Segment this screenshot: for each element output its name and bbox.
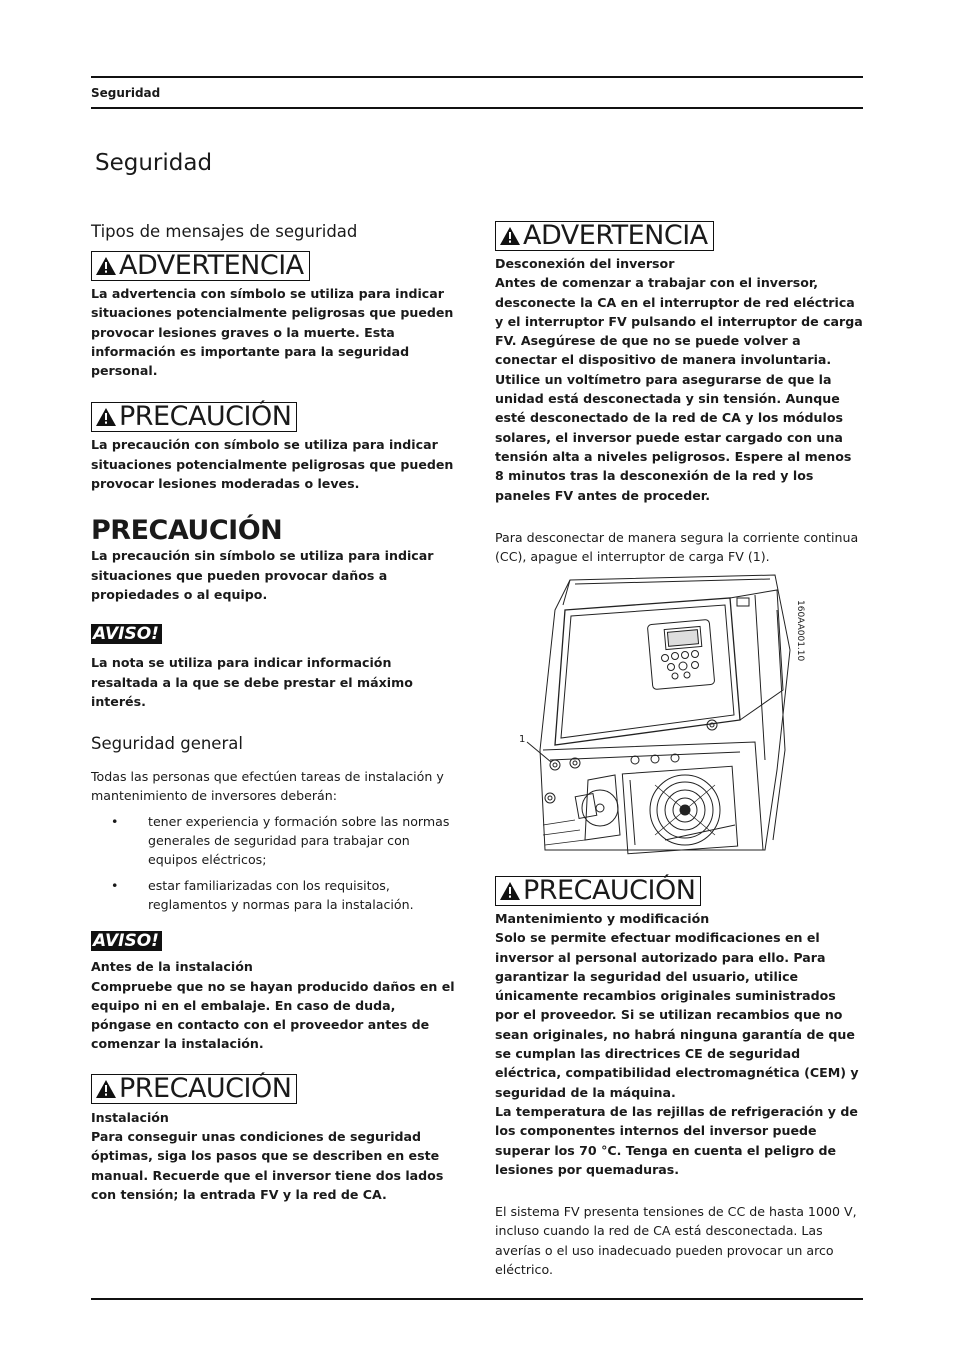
warning-description: La advertencia con símbolo se utiliza para indicar situaciones potencialmente peligrosas que pueden provocar lesiones graves o la muerte. Esta información es importante para la seguridad personal. [91,286,454,379]
warning-triangle-icon [95,407,117,427]
caution-plain-signal-word: PRECAUCIÓN [91,515,283,547]
warning-title: Desconexión del inversor [495,256,675,271]
list-item-text: tener experiencia y formación sobre las normas generales de seguridad para trabajar con equipos eléctricos; [148,813,450,868]
notice-signal-word: AVISO! [91,931,162,951]
dc-voltage-text: El sistema FV presenta tensiones de CC de hasta 1000 V, incluso cuando la red de CA está desconectada. Las averías o el uso inadecuado pueden provocar un arco eléctrico. [495,1204,857,1278]
right-column [495,221,863,566]
footer-rule [91,1298,863,1300]
inverter-figure [515,570,850,855]
warning-signal-word: ADVERTENCIA [119,250,304,281]
caution-plain-description: La precaución sin símbolo se utiliza para indicar situaciones que pueden provocar daños a propiedades o al equipo. [91,548,434,602]
caution-description: Solo se permite efectuar modificaciones en el inversor al personal autorizado para ello. Para garantizar la seguridad del usuario, utilice únicamente recambios originales suministrados por el proveedor. Si se utilizan recambios que no sean originales, no habrá ninguna garantía de que se cumplan las directrices CE de seguridad eléctrica, compatibilidad electromagnética (CEM) y seguridad de la máquina. [495,930,859,1100]
caution-signal-box [91,402,297,432]
caution-signal-word: PRECAUCIÓN [119,1072,292,1104]
figure-code: 160AA001.10 [795,600,805,662]
right-column-lower [495,876,863,1279]
warning-triangle-icon [499,226,521,246]
running-header: Seguridad [91,86,161,100]
caution-description: La precaución con símbolo se utiliza para indicar situaciones potencialmente peligrosas que pueden provocar lesiones moderadas o leves. [91,437,454,492]
notice-description: Compruebe que no se hayan producido daños en el equipo ni en el embalaje. En caso de duda, póngase en contacto con el proveedor antes de comenzar la instalación. [91,978,455,1052]
warning-signal-box [91,251,310,281]
bullet-icon: • [111,877,119,893]
figure-callout-label: 1 [519,734,526,745]
requirements-list [91,812,459,914]
general-safety-intro: Todas las personas que efectúen tareas de instalación y mantenimiento de inversores deberán: [91,769,444,804]
warning-triangle-icon [95,1079,117,1099]
warning-signal-word: ADVERTENCIA [523,220,708,251]
header-bottom-rule [91,107,863,109]
caution-signal-box [91,1074,297,1104]
caution-signal-box [495,876,701,906]
warning-triangle-icon [499,881,521,901]
caution-temperature-text: La temperatura de las rejillas de refrigeración y de los componentes internos del inversor puede superar los 70 °C. Tenga en cuenta el peligro de lesiones por quemaduras. [495,1103,858,1177]
caution-description: Para conseguir unas condiciones de seguridad óptimas, siga los pasos que se describen en este manual. Recuerde que el inversor tiene dos lados con tensión; la entrada FV y la red de CA. [91,1129,444,1202]
bullet-icon: • [111,813,119,829]
header-top-rule [91,76,863,78]
notice-title: Antes de la instalación [91,959,253,975]
notice-signal-word: AVISO! [91,624,162,644]
caution-title: Instalación [91,1109,169,1125]
warning-signal-box [495,221,714,251]
dc-disconnect-text: Para desconectar de manera segura la corriente continua (CC), apague el interruptor de carga FV (1). [495,529,859,565]
caution-signal-word: PRECAUCIÓN [523,875,696,906]
list-item-text: estar familiarizadas con los requisitos, reglamentos y normas para la instalación. [148,877,414,912]
left-column [91,222,459,1204]
notice-description: La nota se utiliza para indicar información resaltada a la que se debe prestar el máximo interés. [91,655,413,709]
caution-signal-word: PRECAUCIÓN [119,401,292,433]
general-safety-heading: Seguridad general [91,734,243,754]
caution-title: Mantenimiento y modificación [495,911,710,926]
list-item [91,812,459,870]
types-heading: Tipos de mensajes de seguridad [91,222,358,241]
warning-triangle-icon [95,256,117,276]
list-item [91,876,459,915]
warning-description: Antes de comenzar a trabajar con el inversor, desconecte la CA en el interruptor de red eléctrica y el interruptor FV pulsando el interruptor de carga FV. Asegúrese de que no se puede volver a conectar el dispositivo de manera involuntaria. Utilice un voltímetro para asegurarse de que la unidad está desconectada y sin tensión. Aunque esté desconectado de la red de CA y los módulos solares, el inversor puede estar cargado con una tensión alta a niveles peligrosos. Espere al menos 8 minutos tras la desconexión de la red y los paneles FV antes de proceder. [495,275,863,503]
page-title: Seguridad [95,150,213,176]
